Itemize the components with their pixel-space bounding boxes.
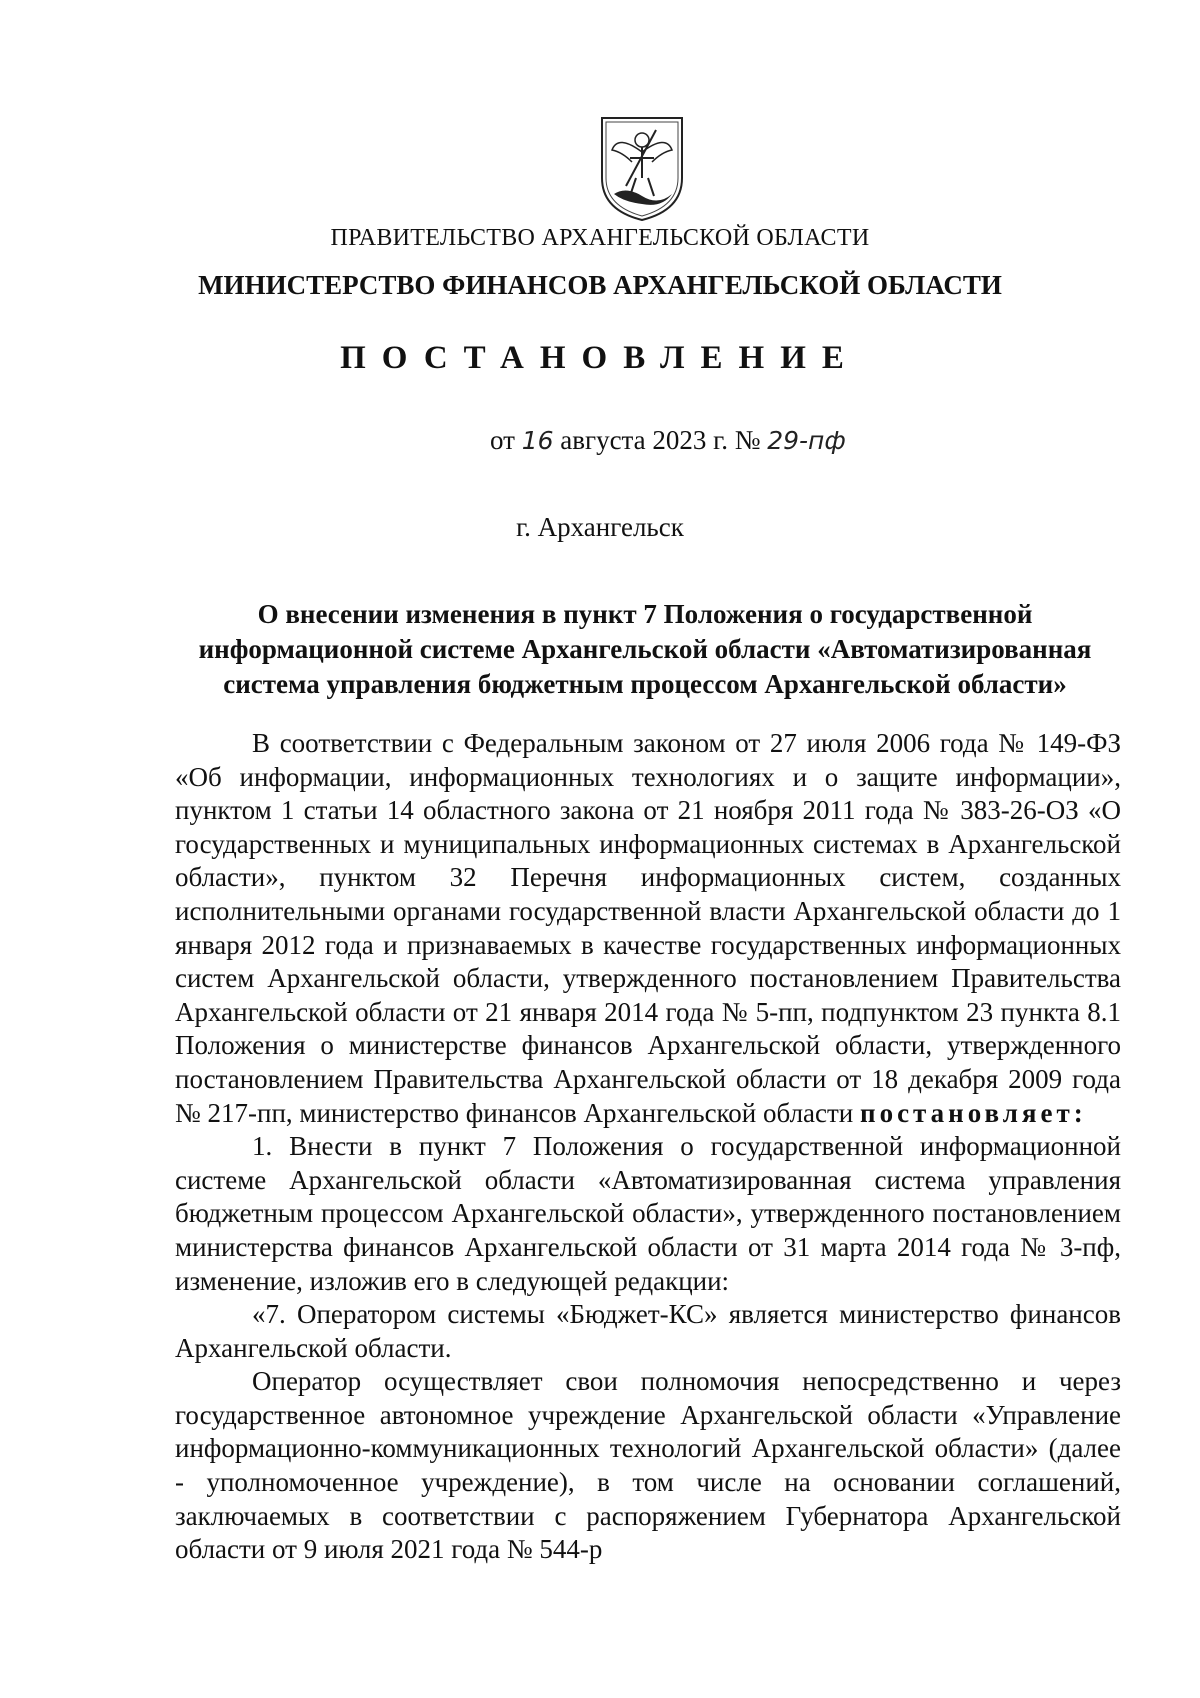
ministry-name: МИНИСТЕРСТВО ФИНАНСОВ АРХАНГЕЛЬСКОЙ ОБЛАСТИ — [198, 270, 1002, 300]
city: г. Архангельск — [516, 512, 684, 542]
document-date-line — [490, 425, 846, 456]
preamble-text: В соответствии с Федеральным законом от 27 июля 2006 года № 149-ФЗ «Об информации, информационных технологиях и о защите информации», пунктом 1 статьи 14 областного закона от 21 ноября 2011 года № 383-26-ОЗ «О государственных и муниципальных информационных системах в Архангельской области», пунктом 32 Перечня информационных систем, созданных исполнительными органами государственной власти Архангельской области до 1 января 2012 года и признаваемых в качестве государственных информационных систем Архангельской области, утвержденного постановлением Правительства Архангельской области от 21 января 2014 года № 5-пп, подпунктом 23 пункта 8.1 Положения о министерстве финансов Архангельской области, утвержденного постановлением Правительства Архангельской области от 18 декабря 2009 года № 217-пп, министерство финансов Архангельской области — [175, 728, 1121, 1128]
date-month-year: августа 2023 г. № — [560, 425, 761, 455]
document-body — [175, 727, 1121, 1567]
date-prefix: от — [490, 425, 515, 455]
document-type: ПОСТАНОВЛЕНИЕ — [340, 340, 860, 376]
handwritten-day: 16 — [521, 426, 554, 455]
quote-paragraph-1: «7. Оператором системы «Бюджет-КС» является министерство финансов Архангельской области. — [175, 1299, 1121, 1363]
item-1-paragraph: 1. Внести в пункт 7 Положения о государственной информационной системе Архангельской области «Автоматизированная система управления бюджетным процессом Архангельской области», утвержденного постановлением министерства финансов Архангельской области от 31 марта 2014 года № 3-пф, изменение, изложив его в следующей редакции: — [175, 1131, 1121, 1296]
document-title: О внесении изменения в пункт 7 Положения о государственной информационной системе Архангельской области «Автоматизированная система управления бюджетным процессом Архангельской области» — [198, 599, 1092, 699]
handwritten-document-number: 29-пф — [767, 426, 846, 455]
resolves-keyword: постановляет: — [860, 1097, 1087, 1128]
preamble-paragraph — [175, 727, 1121, 1130]
quote-paragraph-2: Оператор осуществляет свои полномочия непосредственно и через государственное автономное учреждение Архангельской области «Управление информационно-коммуникационных технологий Архангельской области» (далее - уполномоченное учреждение), в том числе на основании соглашений, заключаемых в соответствии с распоряжением Губернатора Архангельской области от 9 июля 2021 года № 544-р — [175, 1366, 1121, 1565]
government-name: ПРАВИТЕЛЬСТВО АРХАНГЕЛЬСКОЙ ОБЛАСТИ — [330, 225, 870, 251]
coat-of-arms-icon — [596, 112, 688, 224]
